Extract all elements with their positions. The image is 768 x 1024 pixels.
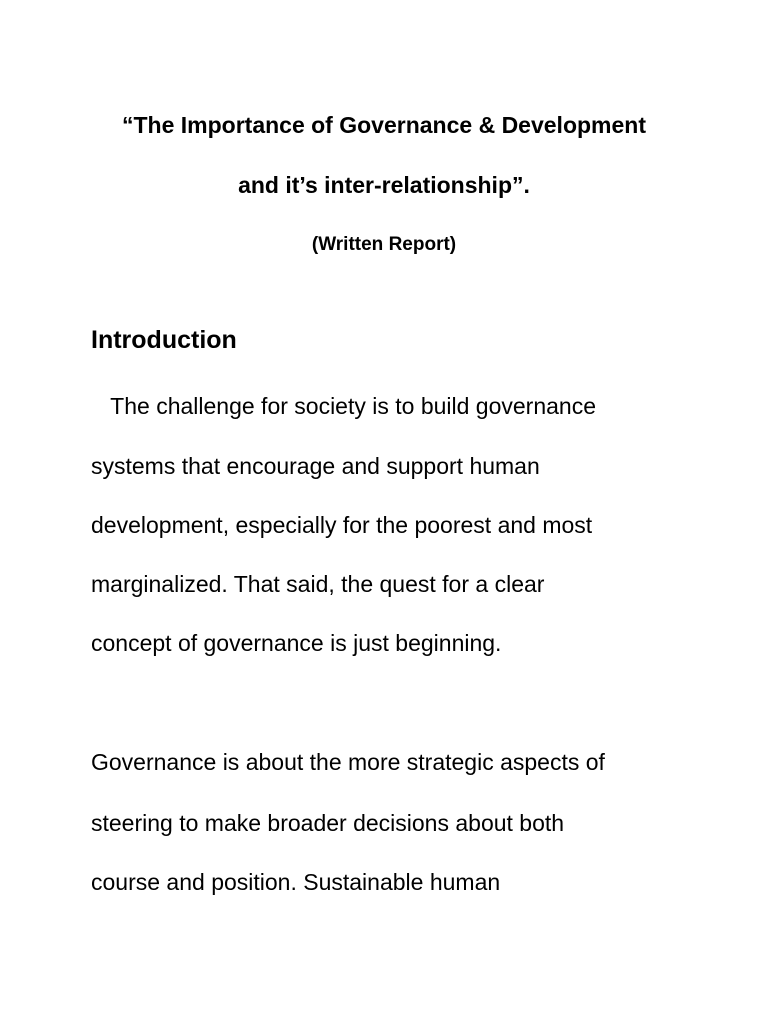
paragraph-1-line: The challenge for society is to build governance (91, 393, 597, 419)
paragraph-2-line: steering to make broader decisions about both (91, 810, 565, 836)
document-title-line-1: “The Importance of Governance & Development (121, 112, 646, 138)
paragraph-2-line: Governance is about the more strategic aspects of (91, 749, 605, 775)
section-heading-introduction: Introduction (91, 326, 237, 354)
document-subtitle: (Written Report) (311, 234, 457, 255)
paragraph-1-line: concept of governance is just beginning. (91, 630, 502, 656)
paragraph-1-line: systems that encourage and support human (91, 453, 540, 479)
document-title-line-2: and it’s inter-relationship”. (238, 172, 530, 198)
paragraph-1-line: development, especially for the poorest and most (91, 512, 593, 538)
paragraph-1-line: marginalized. That said, the quest for a clear (91, 571, 545, 597)
paragraph-2-line: course and position. Sustainable human (91, 869, 501, 895)
